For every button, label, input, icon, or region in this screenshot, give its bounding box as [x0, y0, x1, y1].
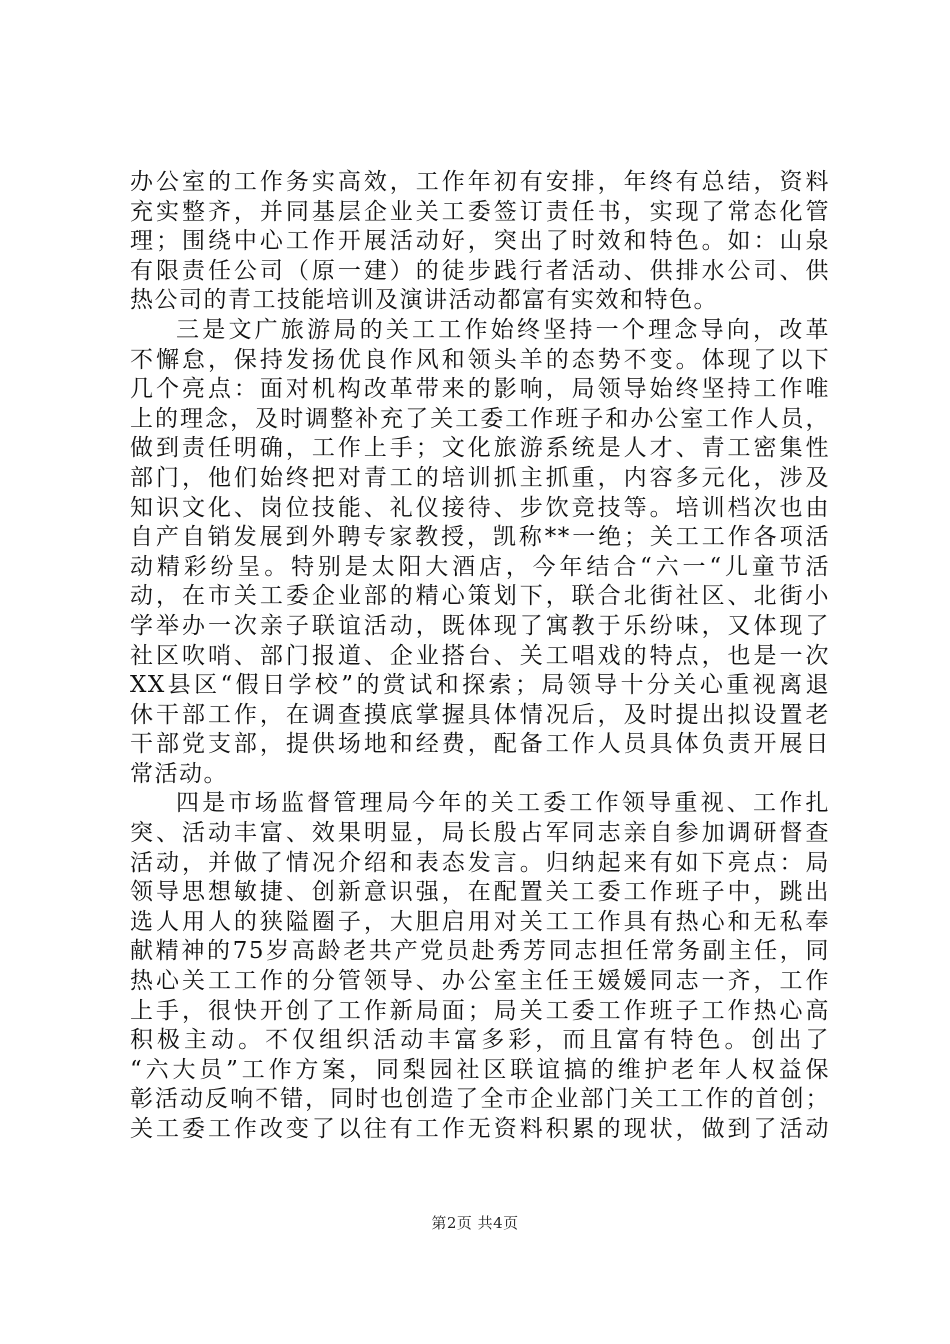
text-line: 办公室的工作务实高效，工作年初有安排，年终有总结，资料: [130, 169, 830, 195]
text-line: 理；围绕中心工作开展活动好，突出了时效和特色。如：山泉: [130, 228, 830, 255]
text-line: 常活动。: [130, 760, 228, 787]
text-line: 选人用人的狭隘圈子，大胆启用对关工工作具有热心和无私奉: [130, 908, 830, 935]
text-line: 学举办一次亲子联谊活动，既体现了寓教于乐纷味，又体现了: [130, 612, 830, 639]
text-line: XX县区“假日学校”的赏试和探索；局领导十分关心重视离退: [130, 672, 830, 699]
text-line: 热心关工工作的分管领导、办公室主任王媛媛同志一齐，工作: [130, 968, 830, 995]
text-line: 突、活动丰富、效果明显，局长殷占军同志亲自参加调研督查: [130, 820, 830, 847]
text-line: 不懈怠，保持发扬优良作风和领头羊的态势不变。体现了以下: [130, 346, 830, 373]
text-line: 自产自销发展到外聘专家教授，凯称**一绝；关工工作各项活: [130, 524, 830, 551]
text-line: “六大员”工作方案，同梨园社区联谊搞的维护老年人权益保: [130, 1056, 830, 1083]
text-line: 干部党支部，提供场地和经费，配备工作人员具体负责开展日: [130, 731, 830, 758]
text-line: 三是文广旅游局的关工工作始终坚持一个理念导向，改革: [176, 316, 830, 343]
text-line: 有限责任公司（原一建）的徒步践行者活动、供排水公司、供: [130, 257, 830, 284]
text-line: 做到责任明确，工作上手；文化旅游系统是人才、青工密集性: [130, 435, 830, 462]
page-footer: 第2页 共4页: [431, 1214, 519, 1232]
text-line: 动，在市关工委企业部的精心策划下，联合北街社区、北街小: [130, 583, 830, 610]
text-line: 社区吹哨、部门报道、企业搭台、关工唱戏的特点，也是一次: [130, 642, 830, 669]
text-line: 部门，他们始终把对青工的培训抓主抓重，内容多元化，涉及: [130, 464, 830, 491]
text-line: 充实整齐，并同基层企业关工委签订责任书，实现了常态化管: [130, 198, 830, 225]
text-line: 彰活动反响不错，同时也创造了全市企业部门关工工作的首创；: [130, 1086, 830, 1113]
text-line: 活动，并做了情况介绍和表态发言。归纳起来有如下亮点：局: [130, 849, 830, 876]
text-line: 领导思想敏捷、创新意识强，在配置关工委工作班子中，跳出: [130, 879, 830, 906]
text-line: 关工委工作改变了以往有工作无资料积累的现状，做到了活动: [130, 1116, 830, 1142]
text-line: 动精彩纷呈。特别是太阳大酒店，今年结合“六一“儿童节活: [130, 553, 830, 580]
text-line: 知识文化、岗位技能、礼仪接待、步饮竞技等。培训档次也由: [130, 494, 830, 521]
text-line: 热公司的青工技能培训及演讲活动都富有实效和特色。: [130, 287, 718, 314]
text-line: 献精神的75岁高龄老共产党员赴秀芳同志担任常务副主任，同: [130, 938, 830, 965]
text-line: 上的理念，及时调整补充了关工委工作班子和办公室工作人员，: [130, 405, 830, 432]
body-text: [130, 168, 830, 1145]
text-line: 四是市场监督管理局今年的关工委工作领导重视、工作扎: [176, 790, 830, 817]
text-line: 积极主动。不仅组织活动丰富多彩，而且富有特色。创出了: [130, 1027, 830, 1054]
text-line: 休干部工作，在调查摸底掌握具体情况后，及时提出拟设置老: [130, 701, 830, 728]
text-line: 上手，很快开创了工作新局面；局关工委工作班子工作热心高: [130, 997, 830, 1024]
text-line: 几个亮点：面对机构改革带来的影响，局领导始终坚持工作唯: [130, 376, 830, 403]
